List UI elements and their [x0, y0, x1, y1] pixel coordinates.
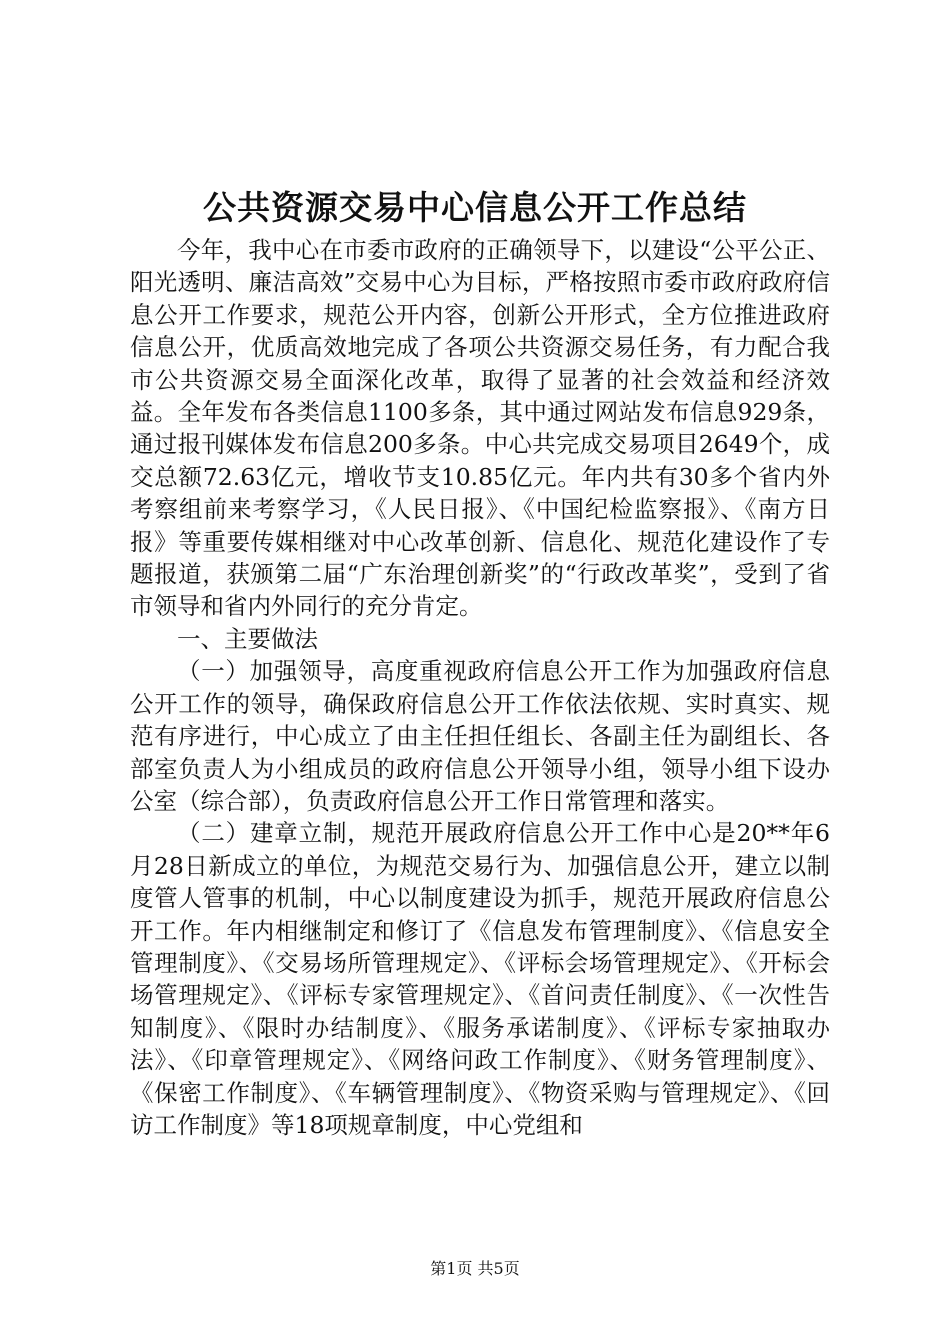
section-one-paragraph: （一）加强领导，高度重视政府信息公开工作为加强政府信息公开工作的领导，确保政府信息公开工作依法依规、实时真实、规范有序进行，中心成立了由主任担任组长、各副主任为副组长、各部室负责人为小组成员的政府信息公开领导小组，领导小组下设办公室（综合部），负责政府信息公开工作日常管理和落实。 — [130, 657, 830, 815]
document-title: 公共资源交易中心信息公开工作总结 — [203, 188, 747, 227]
page-number-footer: 第1页 共5页 — [430, 1259, 520, 1278]
intro-paragraph: 今年，我中心在市委市政府的正确领导下，以建设“公平公正、阳光透明、廉洁高效”交易中心为目标，严格按照市委市政府政府信息公开工作要求，规范公开内容，创新公开形式，全方位推进政府信息公开，优质高效地完成了各项公共资源交易任务，有力配合我市公共资源交易全面深化改革，取得了显著的社会效益和经济效益。全年发布各类信息1100多条，其中通过网站发布信息929条，通过报刊媒体发布信息200多条。中心共完成交易项目2649个，成交总额72.63亿元，增收节支10.85亿元。年内共有30多个省内外考察组前来考察学习，《人民日报》、《中国纪检监察报》、《南方日报》等重要传媒相继对中心改革创新、信息化、规范化建设作了专题报道，获颁第二届“广东治理创新奖”的“行政改革奖”，受到了省市领导和省内外同行的充分肯定。 — [130, 236, 830, 621]
document-body — [130, 234, 830, 1141]
section-heading: 一、主要做法 — [177, 624, 318, 653]
section-two-paragraph: （二）建章立制，规范开展政府信息公开工作中心是20**年6月28日新成立的单位，为规范交易行为、加强信息公开，建立以制度管人管事的机制，中心以制度建设为抓手，规范开展政府信息公开工作。年内相继制定和修订了《信息发布管理制度》、《信息安全管理制度》、《交易场所管理规定》、《评标会场管理规定》、《开标会场管理规定》、《评标专家管理规定》、《首问责任制度》、《一次性告知制度》、《限时办结制度》、《服务承诺制度》、《评标专家抽取办法》、《印章管理规定》、《网络问政工作制度》、《财务管理制度》、《保密工作制度》、《车辆管理制度》、《物资采购与管理规定》、《回访工作制度》等18项规章制度，中心党组和 — [130, 819, 830, 1139]
